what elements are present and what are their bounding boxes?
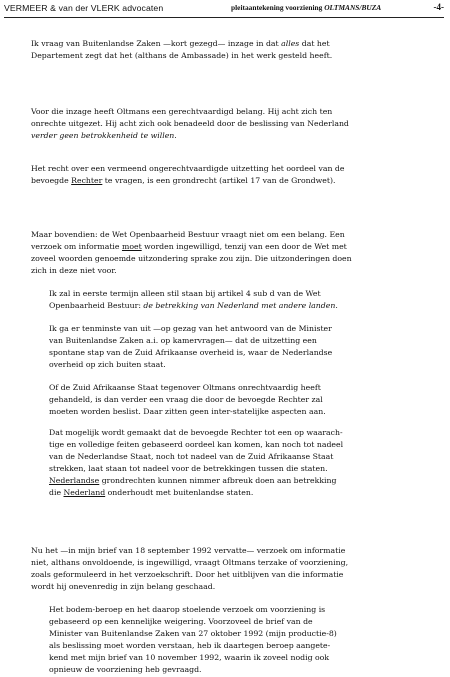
text-line xyxy=(31,241,438,253)
page-number: -4- xyxy=(433,2,444,12)
text-run: verzoek om informatie xyxy=(31,242,122,252)
italic-text: verder geen betrokkenheid te willen. xyxy=(31,131,177,141)
text-line xyxy=(49,487,433,499)
text-line xyxy=(49,463,433,475)
text-run: gehandeld, is dan verder een vraag die door de bevoegde Rechter zal xyxy=(49,395,323,405)
text-line xyxy=(31,557,438,569)
text-run: dat het xyxy=(299,39,330,48)
text-run: die xyxy=(49,488,64,498)
underlined-text: Nederland xyxy=(63,488,106,498)
text-run: grondrechten kunnen nimmer afbreuk doen aan betrekking xyxy=(99,476,337,486)
text-run: gebaseerd op een kennelijke weigering. Voorzoveel de brief van de xyxy=(49,617,313,627)
text-line xyxy=(31,50,438,62)
text-line xyxy=(31,106,438,118)
text-run: als beslissing moet worden verstaan, heb ik daartegen beroep aangete- xyxy=(49,641,331,651)
underlined-text: moet xyxy=(121,242,142,252)
text-line xyxy=(31,545,438,557)
text-run: zoals geformuleerd in het verzoekschrift. Door het uitblijven van die informatie xyxy=(31,570,344,580)
text-run: strekken, laat staan tot nadeel voor de betrekkingen tussen die staten. xyxy=(49,464,328,474)
underlined-text: Rechter xyxy=(71,176,103,186)
italic-text: de betrekking van Nederland met andere landen. xyxy=(143,301,338,311)
text-line xyxy=(49,439,433,451)
header-note-prefix: pleitaantekening voorziening xyxy=(231,3,325,12)
paragraph xyxy=(49,382,433,418)
text-line xyxy=(31,163,438,175)
text-run: Of de Zuid Afrikaanse Staat tegenover Oltmans onrechtvaardig heeft xyxy=(49,383,321,392)
text-run: Ik vraag van Buitenlandse Zaken —kort gezegd— inzage in dat xyxy=(31,39,282,48)
text-run: Het bodem-beroep en het daarop stoelende verzoek om voorziening is xyxy=(49,605,326,614)
text-run: Ik ga er tenminste van uit —op gezag van het antwoord van de Minister xyxy=(49,324,332,333)
text-line xyxy=(49,300,433,312)
paragraph xyxy=(31,229,438,277)
text-line xyxy=(31,118,438,130)
text-run: zoveel woorden genoemde uitzondering sprake zou zijn. Die uitzonderingen doen xyxy=(31,254,352,264)
text-run: Maar bovendien: de Wet Openbaarheid Bestuur vraagt niet om een belang. Een xyxy=(31,230,345,239)
header-note-parties: OLTMANS/BUZA xyxy=(324,3,382,12)
text-run: onderhoudt met buitenlandse staten. xyxy=(105,488,254,498)
text-line xyxy=(49,664,433,676)
text-line xyxy=(49,394,433,406)
firm-name: VERMEER & van der VLERK advocaten xyxy=(4,3,164,13)
text-line xyxy=(49,628,433,640)
text-line xyxy=(31,569,438,581)
text-line xyxy=(31,265,438,277)
page-header xyxy=(4,3,444,18)
text-line xyxy=(31,253,438,265)
text-run: Nu het —in mijn brief van 18 september 1992 vervatte— verzoek om informatie xyxy=(31,546,346,555)
text-line xyxy=(49,382,433,394)
text-run: bevoegde xyxy=(31,176,72,186)
paragraph xyxy=(31,106,438,142)
text-run: onrechte uitgezet. Hij acht zich ook benadeeld door de beslissing van Nederland xyxy=(31,119,349,129)
paragraph xyxy=(31,163,438,187)
paragraph xyxy=(49,427,433,500)
text-line xyxy=(49,451,433,463)
text-run: tige en volledige feiten gebaseerd oordeel kan komen, kan noch tot nadeel xyxy=(49,440,344,450)
underlined-text: Nederlandse xyxy=(49,476,100,486)
text-run: moeten worden beslist. Daar zitten geen inter-statelijke aspecten aan. xyxy=(49,407,326,417)
text-line xyxy=(31,581,438,593)
text-line xyxy=(31,38,438,50)
text-line xyxy=(49,323,433,335)
text-line xyxy=(31,175,438,187)
text-line xyxy=(49,616,433,628)
text-line xyxy=(49,359,433,371)
text-run: niet, althans onvoldoende, is ingewilligd, vraagt Oltmans terzake of voorziening, xyxy=(31,558,349,568)
text-run: opnieuw de voorziening heb gevraagd. xyxy=(49,665,202,675)
text-run: van de Nederlandse Staat, noch tot nadeel van de Zuid Afrikaanse Staat xyxy=(49,452,334,462)
text-run: Dat mogelijk wordt gemaakt dat de bevoegde Rechter tot een op waarach- xyxy=(49,428,343,437)
text-run: Departement zegt dat het (althans de Ambassade) in het werk gesteld heeft. xyxy=(31,51,333,61)
text-run: spontane stap van de Zuid Afrikaanse overheid is, waar de Nederlandse xyxy=(49,348,333,358)
italic-text: alles xyxy=(281,39,300,48)
text-line xyxy=(49,604,433,616)
paragraph xyxy=(31,545,438,593)
text-line xyxy=(31,229,438,241)
paragraph xyxy=(49,604,433,677)
text-line xyxy=(49,288,433,300)
text-line xyxy=(49,406,433,418)
text-line xyxy=(49,427,433,439)
text-run: Openbaarheid Bestuur: xyxy=(49,301,144,311)
text-run: Ik zal in eerste termijn alleen stil staan bij artikel 4 sub d van de Wet xyxy=(49,289,321,298)
text-run: kend met mijn brief van 10 november 1992, waarin ik zoveel nodig ook xyxy=(49,653,330,663)
text-run: wordt hij onevenredig in zijn belang geschaad. xyxy=(31,582,216,592)
text-run: van Buitenlandse Zaken a.i. op kamervragen— dat de uitzetting een xyxy=(49,336,317,346)
text-run: Voor die inzage heeft Oltmans een gerechtvaardigd belang. Hij acht zich ten xyxy=(31,107,333,116)
text-run: Het recht over een vermeend ongerechtvaardigde uitzetting het oordeel van de xyxy=(31,164,345,173)
text-run: te vragen, is een grondrecht (artikel 17 van de Grondwet). xyxy=(102,176,336,186)
header-note xyxy=(231,3,381,12)
text-run: overheid op zich buiten staat. xyxy=(49,360,166,370)
text-line xyxy=(49,475,433,487)
paragraph xyxy=(49,288,433,312)
text-line xyxy=(49,652,433,664)
text-run: worden ingewilligd, tenzij van een door de Wet met xyxy=(141,242,347,252)
text-run: Minister van Buitenlandse Zaken van 27 oktober 1992 (mijn productie-8) xyxy=(49,629,337,639)
text-line xyxy=(49,335,433,347)
text-run: zich in deze niet voor. xyxy=(31,266,117,276)
text-line xyxy=(31,130,438,142)
paragraph xyxy=(31,38,438,62)
text-line xyxy=(49,347,433,359)
paragraph xyxy=(49,323,433,371)
text-line xyxy=(49,640,433,652)
